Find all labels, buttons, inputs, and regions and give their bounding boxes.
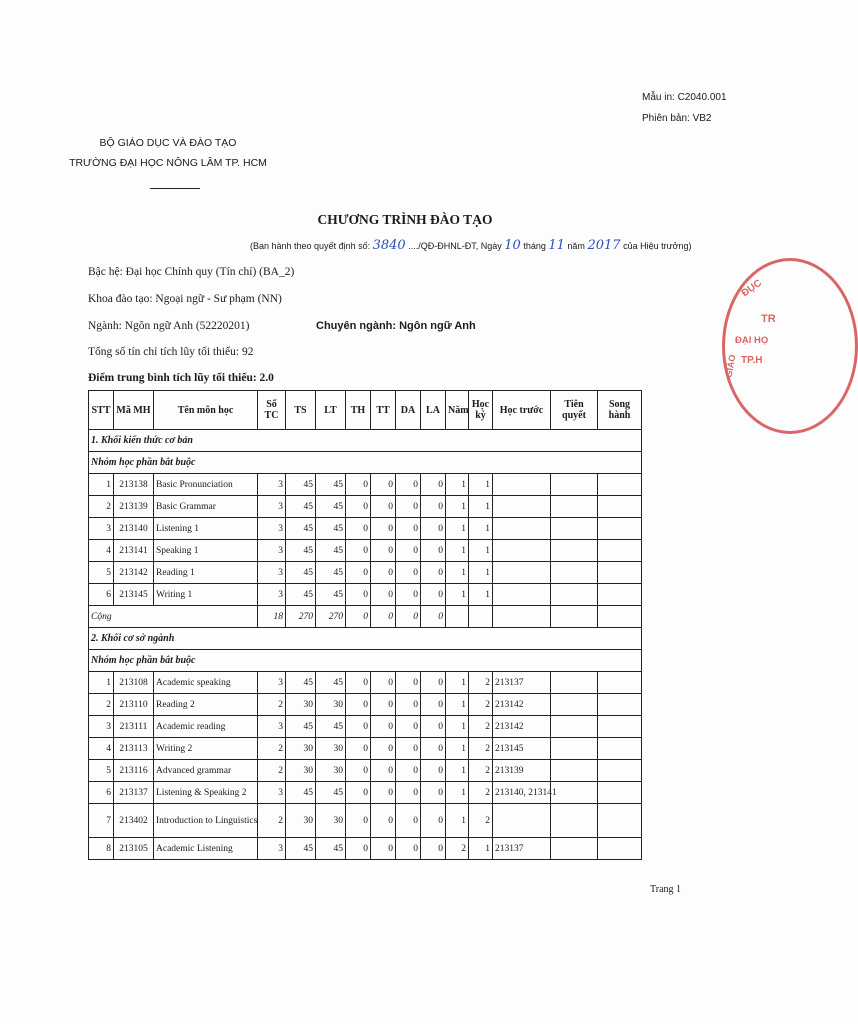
- table-cell: 0: [371, 672, 396, 694]
- header-divider: [150, 188, 200, 189]
- table-cell: [551, 694, 598, 716]
- table-cell: 0: [396, 694, 421, 716]
- seal-text-3: ĐẠI HỌ: [735, 335, 769, 346]
- table-cell: 213142: [114, 562, 154, 584]
- table-cell: [493, 584, 551, 606]
- table-cell: 1: [446, 584, 469, 606]
- table-cell: 213105: [114, 838, 154, 860]
- table-cell: [551, 838, 598, 860]
- table-cell: [598, 716, 642, 738]
- table-cell: 45: [316, 496, 346, 518]
- table-cell: 0: [421, 804, 446, 838]
- table-cell: 0: [396, 760, 421, 782]
- table-cell: 0: [421, 672, 446, 694]
- group-title: [89, 650, 642, 672]
- column-header: STT: [89, 391, 114, 430]
- column-header: Số TC: [258, 391, 286, 430]
- seal-text-2: TR: [761, 313, 776, 325]
- decree-middle2: tháng: [523, 241, 546, 251]
- table-cell: 45: [286, 716, 316, 738]
- table-cell: 0: [371, 782, 396, 804]
- table-cell: Academic reading: [154, 716, 258, 738]
- table-cell: 213108: [114, 672, 154, 694]
- table-cell: 213137: [493, 838, 551, 860]
- table-cell: 2: [258, 760, 286, 782]
- table-cell: 4: [89, 540, 114, 562]
- table-cell: [493, 496, 551, 518]
- table-row: [89, 474, 642, 496]
- info-specialization: Chuyên ngành: Ngôn ngữ Anh: [316, 320, 476, 332]
- table-cell: [598, 672, 642, 694]
- table-cell: 2: [89, 496, 114, 518]
- table-cell: 0: [396, 738, 421, 760]
- table-cell: 2: [258, 738, 286, 760]
- table-cell: 0: [346, 738, 371, 760]
- table-cell: 0: [371, 760, 396, 782]
- group-title-label: Nhóm học phần bắt buộc: [89, 650, 642, 672]
- table-cell: 0: [346, 804, 371, 838]
- column-header: Tiên quyết: [551, 391, 598, 430]
- table-cell: Writing 1: [154, 584, 258, 606]
- column-header: Tên môn học: [154, 391, 258, 430]
- info-level: Bậc hệ: Đại học Chính quy (Tín chỉ) (BA_2): [88, 266, 295, 278]
- table-cell: 0: [346, 672, 371, 694]
- table-cell: 0: [421, 716, 446, 738]
- table-cell: 3: [89, 518, 114, 540]
- table-cell: [551, 804, 598, 838]
- table-row: [89, 782, 642, 804]
- table-cell: 3: [258, 672, 286, 694]
- table-cell: 213140, 213141: [493, 782, 551, 804]
- table-cell: 45: [286, 782, 316, 804]
- table-cell: 213145: [493, 738, 551, 760]
- table-cell: 0: [421, 782, 446, 804]
- table-cell: 45: [286, 838, 316, 860]
- version-label: Phiên bản: VB2: [642, 113, 712, 124]
- table-cell: 2: [469, 672, 493, 694]
- table-cell: 30: [316, 738, 346, 760]
- table-cell: 0: [421, 738, 446, 760]
- decree-line: [250, 238, 692, 253]
- table-cell: 213137: [114, 782, 154, 804]
- table-cell: 45: [286, 584, 316, 606]
- table-cell: 0: [346, 838, 371, 860]
- table-cell: 0: [421, 496, 446, 518]
- table-cell: 0: [396, 496, 421, 518]
- column-header: Học trước: [493, 391, 551, 430]
- table-cell: Reading 1: [154, 562, 258, 584]
- table-cell: 0: [346, 474, 371, 496]
- info-min-gpa: Điểm trung bình tích lũy tối thiểu: 2.0: [88, 372, 274, 384]
- table-cell: Writing 2: [154, 738, 258, 760]
- info-min-credits: Tổng số tín chỉ tích lũy tối thiểu: 92: [88, 346, 254, 358]
- column-header: Học kỳ: [469, 391, 493, 430]
- table-cell: 0: [396, 782, 421, 804]
- table-cell: 2: [258, 804, 286, 838]
- table-cell: 3: [258, 562, 286, 584]
- table-cell: 8: [89, 838, 114, 860]
- table-cell: 1: [446, 716, 469, 738]
- table-cell: 213402: [114, 804, 154, 838]
- table-cell: 1: [446, 738, 469, 760]
- table-cell: [598, 496, 642, 518]
- table-cell: 213142: [493, 716, 551, 738]
- table-cell: 1: [446, 782, 469, 804]
- table-cell: [598, 562, 642, 584]
- table-cell: Speaking 1: [154, 540, 258, 562]
- table-cell: 0: [346, 584, 371, 606]
- table-cell: [551, 672, 598, 694]
- page-number: Trang 1: [650, 884, 682, 895]
- seal-text-5: GIÁO: [723, 353, 738, 379]
- decree-day: 10: [504, 238, 521, 253]
- table-cell: 0: [371, 738, 396, 760]
- table-cell: 45: [286, 672, 316, 694]
- table-cell: 45: [286, 562, 316, 584]
- table-cell: [598, 782, 642, 804]
- form-code: Mẫu in: C2040.001: [642, 92, 727, 103]
- decree-prefix: (Ban hành theo quyết định số:: [250, 241, 371, 251]
- table-cell: 3: [258, 716, 286, 738]
- column-header: TS: [286, 391, 316, 430]
- table-cell: [598, 738, 642, 760]
- table-cell: 0: [396, 838, 421, 860]
- total-empty-cell: [493, 606, 551, 628]
- table-cell: 45: [286, 518, 316, 540]
- section-title-label: 2. Khối cơ sở ngành: [89, 628, 642, 650]
- table-cell: [598, 838, 642, 860]
- table-cell: 0: [421, 562, 446, 584]
- table-cell: 0: [421, 760, 446, 782]
- table-row: [89, 804, 642, 838]
- column-header: TH: [346, 391, 371, 430]
- table-cell: Basic Pronunciation: [154, 474, 258, 496]
- table-row: [89, 540, 642, 562]
- total-empty-cell: [469, 606, 493, 628]
- table-cell: 45: [316, 518, 346, 540]
- table-cell: Listening 1: [154, 518, 258, 540]
- table-cell: 1: [446, 760, 469, 782]
- decree-number: 3840: [372, 238, 406, 253]
- table-cell: 0: [346, 540, 371, 562]
- column-header: Mã MH: [114, 391, 154, 430]
- table-cell: 0: [421, 694, 446, 716]
- table-cell: 5: [89, 760, 114, 782]
- table-cell: 213138: [114, 474, 154, 496]
- table-cell: [493, 562, 551, 584]
- table-cell: [493, 540, 551, 562]
- table-cell: 45: [316, 584, 346, 606]
- table-row: [89, 584, 642, 606]
- table-cell: 45: [316, 540, 346, 562]
- table-cell: 0: [396, 804, 421, 838]
- table-cell: 1: [89, 672, 114, 694]
- table-cell: 2: [89, 694, 114, 716]
- document-title: CHƯƠNG TRÌNH ĐÀO TẠO: [317, 212, 493, 227]
- table-cell: 0: [346, 496, 371, 518]
- table-cell: 3: [258, 474, 286, 496]
- table-row: [89, 694, 642, 716]
- table-cell: 213142: [493, 694, 551, 716]
- table-cell: 0: [371, 584, 396, 606]
- decree-month: 11: [548, 238, 565, 253]
- table-cell: 0: [421, 584, 446, 606]
- table-cell: [598, 474, 642, 496]
- table-cell: 1: [469, 540, 493, 562]
- table-cell: 1: [469, 584, 493, 606]
- table-cell: 30: [316, 760, 346, 782]
- table-cell: 1: [446, 804, 469, 838]
- table-cell: Reading 2: [154, 694, 258, 716]
- table-cell: 2: [469, 716, 493, 738]
- table-cell: [598, 584, 642, 606]
- table-cell: 213113: [114, 738, 154, 760]
- table-cell: [598, 518, 642, 540]
- table-cell: 45: [286, 474, 316, 496]
- table-cell: 1: [469, 562, 493, 584]
- column-header: DA: [396, 391, 421, 430]
- table-cell: 0: [421, 540, 446, 562]
- decree-suffix: của Hiệu trưởng): [623, 241, 692, 251]
- table-cell: 1: [469, 474, 493, 496]
- table-cell: 1: [469, 496, 493, 518]
- table-cell: Advanced grammar: [154, 760, 258, 782]
- group-title: [89, 452, 642, 474]
- table-cell: 2: [469, 760, 493, 782]
- table-cell: 213139: [114, 496, 154, 518]
- table-cell: 2: [446, 838, 469, 860]
- table-cell: 0: [346, 760, 371, 782]
- table-cell: 3: [258, 782, 286, 804]
- table-row: [89, 562, 642, 584]
- table-cell: 0: [396, 518, 421, 540]
- table-cell: 7: [89, 804, 114, 838]
- table-cell: 0: [346, 782, 371, 804]
- table-cell: 30: [316, 804, 346, 838]
- table-cell: [551, 474, 598, 496]
- decree-middle3: năm: [567, 241, 585, 251]
- table-cell: Basic Grammar: [154, 496, 258, 518]
- column-header: TT: [371, 391, 396, 430]
- table-cell: 0: [371, 496, 396, 518]
- column-header: LT: [316, 391, 346, 430]
- table-cell: 0: [346, 518, 371, 540]
- table-cell: 0: [371, 518, 396, 540]
- table-row: [89, 496, 642, 518]
- table-cell: [551, 584, 598, 606]
- seal-text-4: TP.H: [741, 355, 763, 366]
- table-cell: 0: [421, 474, 446, 496]
- table-cell: [551, 716, 598, 738]
- table-cell: 0: [396, 474, 421, 496]
- table-cell: 30: [316, 694, 346, 716]
- table-row: [89, 838, 642, 860]
- decree-year: 2017: [587, 238, 621, 253]
- table-row: [89, 738, 642, 760]
- table-cell: 45: [316, 672, 346, 694]
- table-cell: 0: [371, 804, 396, 838]
- table-cell: [551, 760, 598, 782]
- table-cell: 213140: [114, 518, 154, 540]
- table-cell: Academic Listening: [154, 838, 258, 860]
- total-cell: 270: [316, 606, 346, 628]
- total-label: Cộng: [89, 606, 258, 628]
- table-cell: [598, 694, 642, 716]
- table-cell: Academic speaking: [154, 672, 258, 694]
- table-cell: 213139: [493, 760, 551, 782]
- table-cell: [551, 540, 598, 562]
- table-cell: [493, 518, 551, 540]
- column-header: Năm: [446, 391, 469, 430]
- table-cell: 45: [286, 496, 316, 518]
- column-header: LA: [421, 391, 446, 430]
- table-cell: 0: [371, 838, 396, 860]
- total-empty-cell: [446, 606, 469, 628]
- table-cell: 0: [396, 584, 421, 606]
- table-cell: [598, 760, 642, 782]
- table-cell: 213111: [114, 716, 154, 738]
- table-cell: 1: [446, 518, 469, 540]
- total-cell: 0: [396, 606, 421, 628]
- table-cell: [551, 496, 598, 518]
- total-empty-cell: [551, 606, 598, 628]
- table-cell: 1: [446, 672, 469, 694]
- table-cell: 2: [469, 738, 493, 760]
- table-cell: [551, 518, 598, 540]
- table-cell: 3: [258, 540, 286, 562]
- table-cell: 3: [258, 518, 286, 540]
- table-cell: 213137: [493, 672, 551, 694]
- table-cell: 45: [316, 838, 346, 860]
- table-cell: 30: [286, 804, 316, 838]
- table-cell: 2: [469, 694, 493, 716]
- table-cell: 0: [346, 562, 371, 584]
- table-cell: 2: [258, 694, 286, 716]
- table-cell: 0: [346, 694, 371, 716]
- table-cell: 2: [469, 782, 493, 804]
- column-header: Song hành: [598, 391, 642, 430]
- table-cell: 1: [446, 496, 469, 518]
- table-cell: 1: [446, 474, 469, 496]
- table-row: [89, 716, 642, 738]
- official-seal: [722, 258, 858, 434]
- table-cell: 0: [371, 474, 396, 496]
- table-cell: 45: [286, 540, 316, 562]
- table-cell: 5: [89, 562, 114, 584]
- table-cell: 0: [396, 540, 421, 562]
- section-title: [89, 628, 642, 650]
- table-cell: 0: [371, 694, 396, 716]
- table-cell: 0: [371, 540, 396, 562]
- total-cell: 0: [421, 606, 446, 628]
- table-cell: Listening & Speaking 2: [154, 782, 258, 804]
- table-cell: 6: [89, 584, 114, 606]
- table-cell: 3: [258, 584, 286, 606]
- table-cell: [551, 562, 598, 584]
- info-faculty: Khoa đào tạo: Ngoại ngữ - Sư phạm (NN): [88, 293, 282, 305]
- table-cell: 0: [396, 716, 421, 738]
- table-cell: [551, 738, 598, 760]
- table-cell: [598, 540, 642, 562]
- table-cell: 30: [286, 760, 316, 782]
- table-cell: 1: [446, 694, 469, 716]
- table-cell: 1: [469, 518, 493, 540]
- table-cell: 6: [89, 782, 114, 804]
- table-cell: Introduction to Linguistics: [154, 804, 258, 838]
- table-cell: 2: [469, 804, 493, 838]
- total-row: [89, 606, 642, 628]
- table-cell: 0: [396, 672, 421, 694]
- table-header-row: [89, 391, 642, 430]
- table-cell: [551, 782, 598, 804]
- table-cell: 0: [421, 838, 446, 860]
- table-cell: 213110: [114, 694, 154, 716]
- table-cell: 3: [89, 716, 114, 738]
- curriculum-table: [88, 390, 642, 860]
- table-cell: 45: [316, 716, 346, 738]
- university-name: TRƯỜNG ĐẠI HỌC NÔNG LÂM TP. HCM: [69, 157, 267, 169]
- table-cell: [598, 804, 642, 838]
- table-cell: 0: [371, 562, 396, 584]
- table-cell: 30: [286, 738, 316, 760]
- table-cell: 0: [371, 716, 396, 738]
- group-title-label: Nhóm học phần bắt buộc: [89, 452, 642, 474]
- total-cell: 270: [286, 606, 316, 628]
- table-cell: 3: [258, 838, 286, 860]
- table-cell: 30: [286, 694, 316, 716]
- info-major: Ngành: Ngôn ngữ Anh (52220201): [88, 320, 250, 332]
- table-cell: 3: [258, 496, 286, 518]
- table-cell: 0: [421, 518, 446, 540]
- table-cell: 213116: [114, 760, 154, 782]
- total-cell: 0: [346, 606, 371, 628]
- table-cell: [493, 474, 551, 496]
- seal-text-1: ĐỤC: [739, 277, 764, 300]
- table-cell: 45: [316, 562, 346, 584]
- table-cell: [493, 804, 551, 838]
- table-cell: 1: [446, 540, 469, 562]
- decree-middle1: ..../QĐ-ĐHNL-ĐT, Ngày: [408, 241, 502, 251]
- total-cell: 18: [258, 606, 286, 628]
- ministry-name: BỘ GIÁO DỤC VÀ ĐÀO TẠO: [99, 137, 237, 149]
- table-cell: 1: [469, 838, 493, 860]
- table-cell: 1: [446, 562, 469, 584]
- table-cell: 213145: [114, 584, 154, 606]
- table-row: [89, 518, 642, 540]
- table-cell: 0: [346, 716, 371, 738]
- table-cell: 213141: [114, 540, 154, 562]
- table-cell: 4: [89, 738, 114, 760]
- total-empty-cell: [598, 606, 642, 628]
- table-cell: 45: [316, 782, 346, 804]
- table-cell: 45: [316, 474, 346, 496]
- table-cell: 0: [396, 562, 421, 584]
- total-cell: 0: [371, 606, 396, 628]
- table-row: [89, 760, 642, 782]
- section-title: [89, 430, 642, 452]
- table-cell: 1: [89, 474, 114, 496]
- section-title-label: 1. Khối kiến thức cơ bản: [89, 430, 642, 452]
- table-row: [89, 672, 642, 694]
